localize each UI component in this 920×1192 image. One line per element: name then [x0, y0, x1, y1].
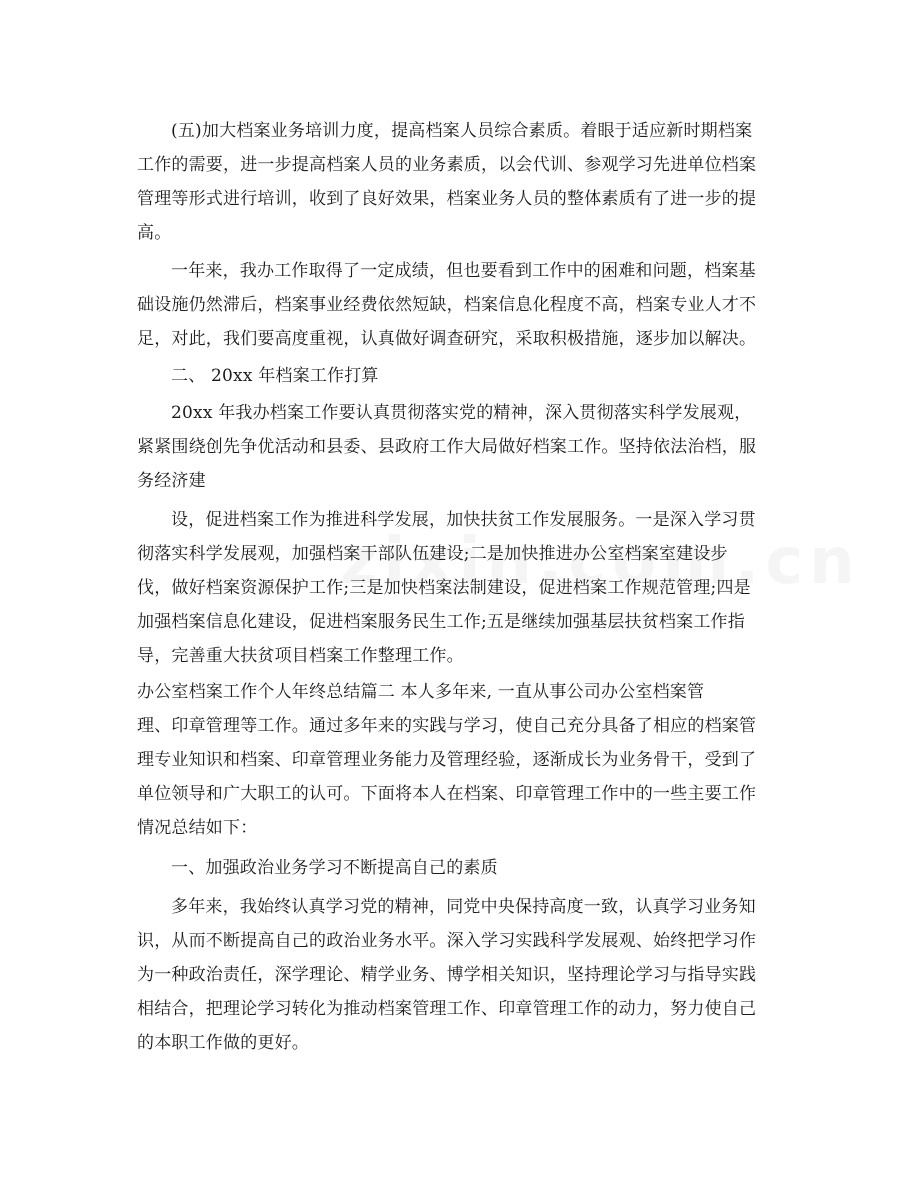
section-heading: 一、加强政治业务学习不断提高自己的素质 [171, 858, 498, 878]
text-line: 相结合，把理论学习转化为推动档案管理工作、印章管理工作的动力，努力使自己 [137, 999, 757, 1019]
text-line: 加强档案信息化建设，促进档案服务民生工作;五是继续加强基层扶贫档案工作指 [137, 612, 745, 632]
text-line: 工作的需要，进一步提高档案人员的业务素质，以会代训、参观学习先进单位档案 [137, 155, 757, 175]
text-line: 础设施仍然滞后，档案事业经费依然短缺，档案信息化程度不高，档案专业人才不 [137, 295, 757, 315]
text-line: (五)加大档案业务培训力度，提高档案人员综合素质。着眼于适应新时期档案 [171, 121, 753, 141]
text-line: 的本职工作做的更好。 [137, 1033, 309, 1053]
text-line: 设，促进档案工作为推进科学发展，加快扶贫工作发展服务。一是深入学习贯 [171, 510, 756, 530]
text-line: 情况总结如下： [137, 818, 258, 838]
text-line: 20xx 年我办档案工作要认真贯彻落实党的精神，深入贯彻落实科学发展观， [171, 403, 752, 423]
text-line: 务经济建 [137, 471, 206, 491]
section-title-line: 办公室档案工作个人年终总结篇二 本人多年来, 一直从事公司办公室档案管 [137, 682, 705, 702]
text-line: 管理等形式进行培训，收到了良好效果，档案业务人员的整体素质有了进一步的提 [137, 189, 757, 209]
text-line: 伐，做好档案资源保护工作;三是加快档案法制建设，促进档案工作规范管理;四是 [137, 578, 751, 598]
text-line: 一年来，我办工作取得了一定成绩，但也要看到工作中的困难和问题，档案基 [171, 261, 756, 281]
text-line: 高。 [137, 223, 172, 243]
text-line: 为一种政治责任，深学理论、精学业务、博学相关知识，坚持理论学习与指导实践 [137, 965, 757, 985]
text-line: 多年来，我始终认真学习党的精神，同党中央保持高度一致，认真学习业务知 [171, 897, 756, 917]
text-line: 识，从而不断提高自己的政治业务水平。深入学习实践科学发展观、始终把学习作 [137, 931, 757, 951]
section-heading: 二、 20xx 年档案工作打算 [171, 366, 379, 386]
text-line: 理、印章管理等工作。通过多年来的实践与学习，使自己充分具备了相应的档案管 [137, 716, 757, 736]
text-line: 足，对此，我们要高度重视，认真做好调查研究，采取积极措施，逐步加以解决。 [137, 329, 757, 349]
text-line: 紧紧围绕创先争优活动和县委、县政府工作大局做好档案工作。坚持依法治档，服 [137, 437, 757, 457]
text-line: 单位领导和广大职工的认可。下面将本人在档案、印章管理工作中的一些主要工作 [137, 784, 757, 804]
text-line: 彻落实科学发展观，加强档案干部队伍建设;二是加快推进办公室档案室建设步 [137, 544, 728, 564]
text-line: 理专业知识和档案、印章管理业务能力及管理经验，逐渐成长为业务骨干，受到了 [137, 750, 757, 770]
text-line: 导，完善重大扶贫项目档案工作整理工作。 [137, 646, 464, 666]
